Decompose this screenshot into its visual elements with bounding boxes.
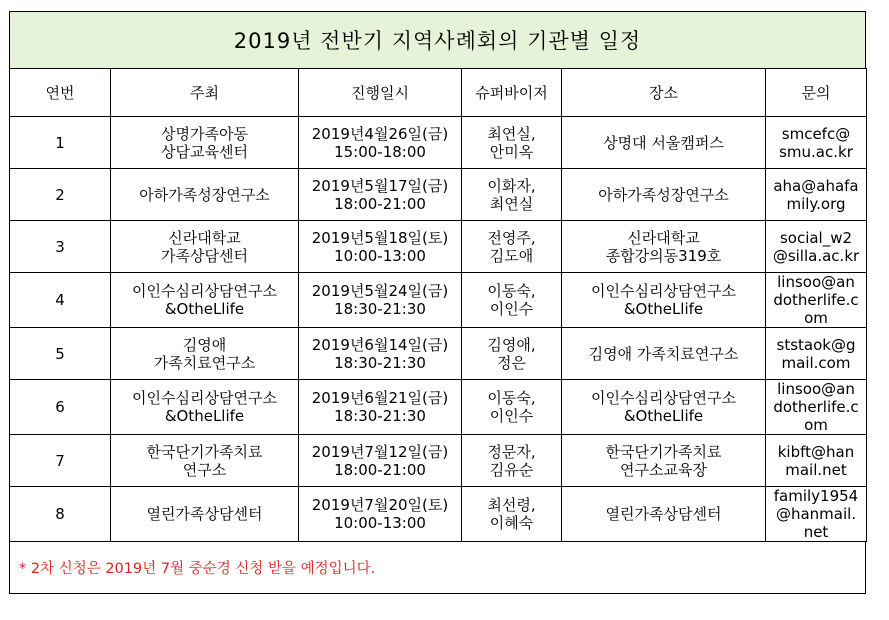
cell-no: 3 — [10, 221, 111, 273]
cell-contact — [766, 169, 867, 221]
cell-contact-line: om — [804, 309, 828, 327]
cell-datetime-line: 2019년5월18일(토) — [311, 228, 449, 247]
cell-host-line: 김영애 — [182, 335, 227, 354]
cell-host-line: 이인수심리상담연구소 — [132, 389, 277, 407]
cell-host-line: 열린가족상담센터 — [146, 505, 263, 523]
cell-place — [562, 435, 766, 487]
cell-supervisor-line: 이화자, — [487, 176, 536, 195]
cell-place-line: 한국단기가족치료 — [605, 442, 722, 461]
table-row — [10, 273, 867, 328]
cell-supervisor-line: 정문자, — [487, 442, 536, 461]
cell-supervisor-line: 전영주, — [487, 228, 536, 247]
cell-supervisor-line: 김유순 — [489, 460, 534, 479]
cell-contact — [766, 328, 867, 380]
cell-host — [111, 117, 299, 169]
cell-host — [111, 169, 299, 221]
cell-datetime-line: 2019년7월12일(금) — [311, 442, 449, 461]
header-contact: 문의 — [766, 69, 867, 117]
cell-contact-line: mail.com — [781, 353, 851, 372]
cell-datetime-line: 2019년6월14일(금) — [311, 335, 449, 354]
cell-datetime-line: 2019년5월17일(금) — [311, 176, 449, 195]
cell-contact — [766, 221, 867, 273]
cell-no: 1 — [10, 117, 111, 169]
cell-contact-line: net — [803, 523, 829, 541]
notice-text: * 2차 신청은 2019년 7월 중순경 신청 받을 예정입니다. — [9, 542, 866, 594]
cell-host — [111, 380, 299, 435]
cell-datetime — [299, 328, 462, 380]
cell-no: 2 — [10, 169, 111, 221]
cell-datetime-line: 2019년4월26일(금) — [311, 124, 449, 143]
cell-host — [111, 487, 299, 542]
cell-no: 5 — [10, 328, 111, 380]
cell-supervisor-line: 최선령, — [487, 496, 536, 514]
header-place: 장소 — [562, 69, 766, 117]
cell-contact-line: om — [804, 416, 828, 434]
page-title: 2019년 전반기 지역사례회의 기관별 일정 — [9, 11, 866, 68]
cell-datetime-line: 18:30-21:30 — [334, 407, 426, 425]
cell-place — [562, 169, 766, 221]
cell-no: 6 — [10, 380, 111, 435]
cell-place — [562, 328, 766, 380]
cell-host-line: &OtheLlife — [164, 300, 245, 318]
cell-contact — [766, 380, 867, 435]
cell-supervisor-line: 이인수 — [489, 300, 534, 318]
cell-datetime — [299, 435, 462, 487]
schedule-sheet — [9, 11, 866, 594]
cell-datetime-line: 2019년5월24일(금) — [311, 282, 449, 300]
cell-contact-line: aha@ahafa — [773, 176, 859, 195]
cell-contact-line: dotherlife.c — [773, 398, 859, 416]
cell-place-line: 연구소교육장 — [620, 460, 707, 479]
cell-contact-line: smcefc@ — [781, 124, 851, 143]
cell-no: 7 — [10, 435, 111, 487]
cell-contact-line: mily.org — [786, 194, 846, 213]
cell-contact-line: family1954 — [773, 487, 859, 505]
cell-datetime-line: 10:00-13:00 — [334, 246, 426, 265]
cell-host-line: 신라대학교 — [168, 228, 241, 247]
cell-supervisor-line: 최연실, — [487, 124, 536, 143]
header-no: 연번 — [10, 69, 111, 117]
cell-datetime — [299, 221, 462, 273]
cell-host-line: 가족상담센터 — [161, 246, 248, 265]
cell-supervisor — [462, 221, 562, 273]
cell-host — [111, 273, 299, 328]
cell-place-line: 열린가족상담센터 — [605, 505, 722, 523]
cell-supervisor-line: 김도애 — [489, 246, 534, 265]
cell-contact-line: dotherlife.c — [773, 291, 859, 309]
cell-place-line: 종합강의동319호 — [605, 246, 722, 265]
cell-contact — [766, 117, 867, 169]
cell-contact-line: linsoo@an — [777, 380, 855, 398]
cell-contact-line: @hanmail. — [775, 505, 857, 523]
cell-datetime-line: 18:00-21:00 — [334, 460, 426, 479]
cell-contact-line: linsoo@an — [777, 273, 855, 291]
schedule-table — [9, 68, 867, 542]
cell-datetime-line: 18:30-21:30 — [334, 300, 426, 318]
cell-supervisor-line: 최연실 — [489, 194, 534, 213]
cell-datetime-line: 18:30-21:30 — [334, 353, 426, 372]
cell-place — [562, 487, 766, 542]
cell-supervisor-line: 이동숙, — [487, 389, 536, 407]
table-row — [10, 380, 867, 435]
cell-place — [562, 273, 766, 328]
cell-supervisor-line: 이혜숙 — [489, 514, 534, 532]
header-row — [10, 69, 867, 117]
cell-host — [111, 328, 299, 380]
cell-datetime-line: 10:00-13:00 — [334, 514, 426, 532]
cell-supervisor — [462, 273, 562, 328]
cell-place-line: 상명대 서울캠퍼스 — [603, 133, 724, 152]
cell-host-line: 아하가족성장연구소 — [139, 185, 270, 204]
cell-supervisor-line: 정은 — [497, 353, 526, 372]
cell-supervisor — [462, 380, 562, 435]
cell-place — [562, 221, 766, 273]
cell-no: 4 — [10, 273, 111, 328]
cell-host — [111, 221, 299, 273]
table-row — [10, 117, 867, 169]
table-row — [10, 221, 867, 273]
cell-place-line: &OtheLlife — [623, 407, 704, 425]
cell-host-line: 한국단기가족치료 — [146, 442, 263, 461]
cell-place — [562, 380, 766, 435]
cell-supervisor-line: 이동숙, — [487, 282, 536, 300]
cell-datetime-line: 15:00-18:00 — [334, 142, 426, 161]
cell-datetime — [299, 487, 462, 542]
cell-supervisor — [462, 169, 562, 221]
cell-datetime — [299, 169, 462, 221]
cell-datetime-line: 2019년6월21일(금) — [311, 389, 449, 407]
cell-datetime — [299, 117, 462, 169]
table-row — [10, 435, 867, 487]
cell-contact-line: @silla.ac.kr — [772, 246, 860, 265]
cell-host — [111, 435, 299, 487]
cell-datetime — [299, 380, 462, 435]
cell-host-line: 가족치료연구소 — [153, 353, 256, 372]
cell-place-line: 이인수심리상담연구소 — [591, 389, 736, 407]
cell-place-line: 신라대학교 — [627, 228, 700, 247]
cell-place — [562, 117, 766, 169]
cell-contact-line: ststaok@g — [776, 335, 856, 354]
cell-host-line: 상명가족아동 — [161, 124, 248, 143]
cell-host-line: &OtheLlife — [164, 407, 245, 425]
cell-no: 8 — [10, 487, 111, 542]
cell-place-line: 아하가족성장연구소 — [598, 185, 729, 204]
cell-datetime — [299, 273, 462, 328]
table-row — [10, 169, 867, 221]
cell-contact — [766, 487, 867, 542]
cell-place-line: 김영애 가족치료연구소 — [588, 344, 739, 363]
header-datetime: 진행일시 — [299, 69, 462, 117]
cell-host-line: 상담교육센터 — [161, 142, 248, 161]
cell-contact — [766, 273, 867, 328]
cell-contact-line: social_w2 — [779, 228, 853, 247]
cell-supervisor — [462, 328, 562, 380]
header-supervisor: 슈퍼바이저 — [462, 69, 562, 117]
table-row — [10, 328, 867, 380]
header-host: 주최 — [111, 69, 299, 117]
cell-place-line: 이인수심리상담연구소 — [591, 282, 736, 300]
cell-supervisor-line: 안미옥 — [489, 142, 534, 161]
cell-contact — [766, 435, 867, 487]
cell-supervisor — [462, 117, 562, 169]
cell-host-line: 이인수심리상담연구소 — [132, 282, 277, 300]
cell-supervisor — [462, 487, 562, 542]
table-row — [10, 487, 867, 542]
cell-contact-line: kibft@han — [777, 442, 855, 461]
cell-host-line: 연구소 — [182, 460, 227, 479]
cell-datetime-line: 18:00-21:00 — [334, 194, 426, 213]
cell-supervisor-line: 이인수 — [489, 407, 534, 425]
cell-supervisor — [462, 435, 562, 487]
cell-supervisor-line: 김영애, — [487, 335, 536, 354]
cell-datetime-line: 2019년7월20일(토) — [311, 496, 449, 514]
cell-place-line: &OtheLlife — [623, 300, 704, 318]
cell-contact-line: smu.ac.kr — [779, 142, 853, 161]
cell-contact-line: mail.net — [785, 460, 847, 479]
